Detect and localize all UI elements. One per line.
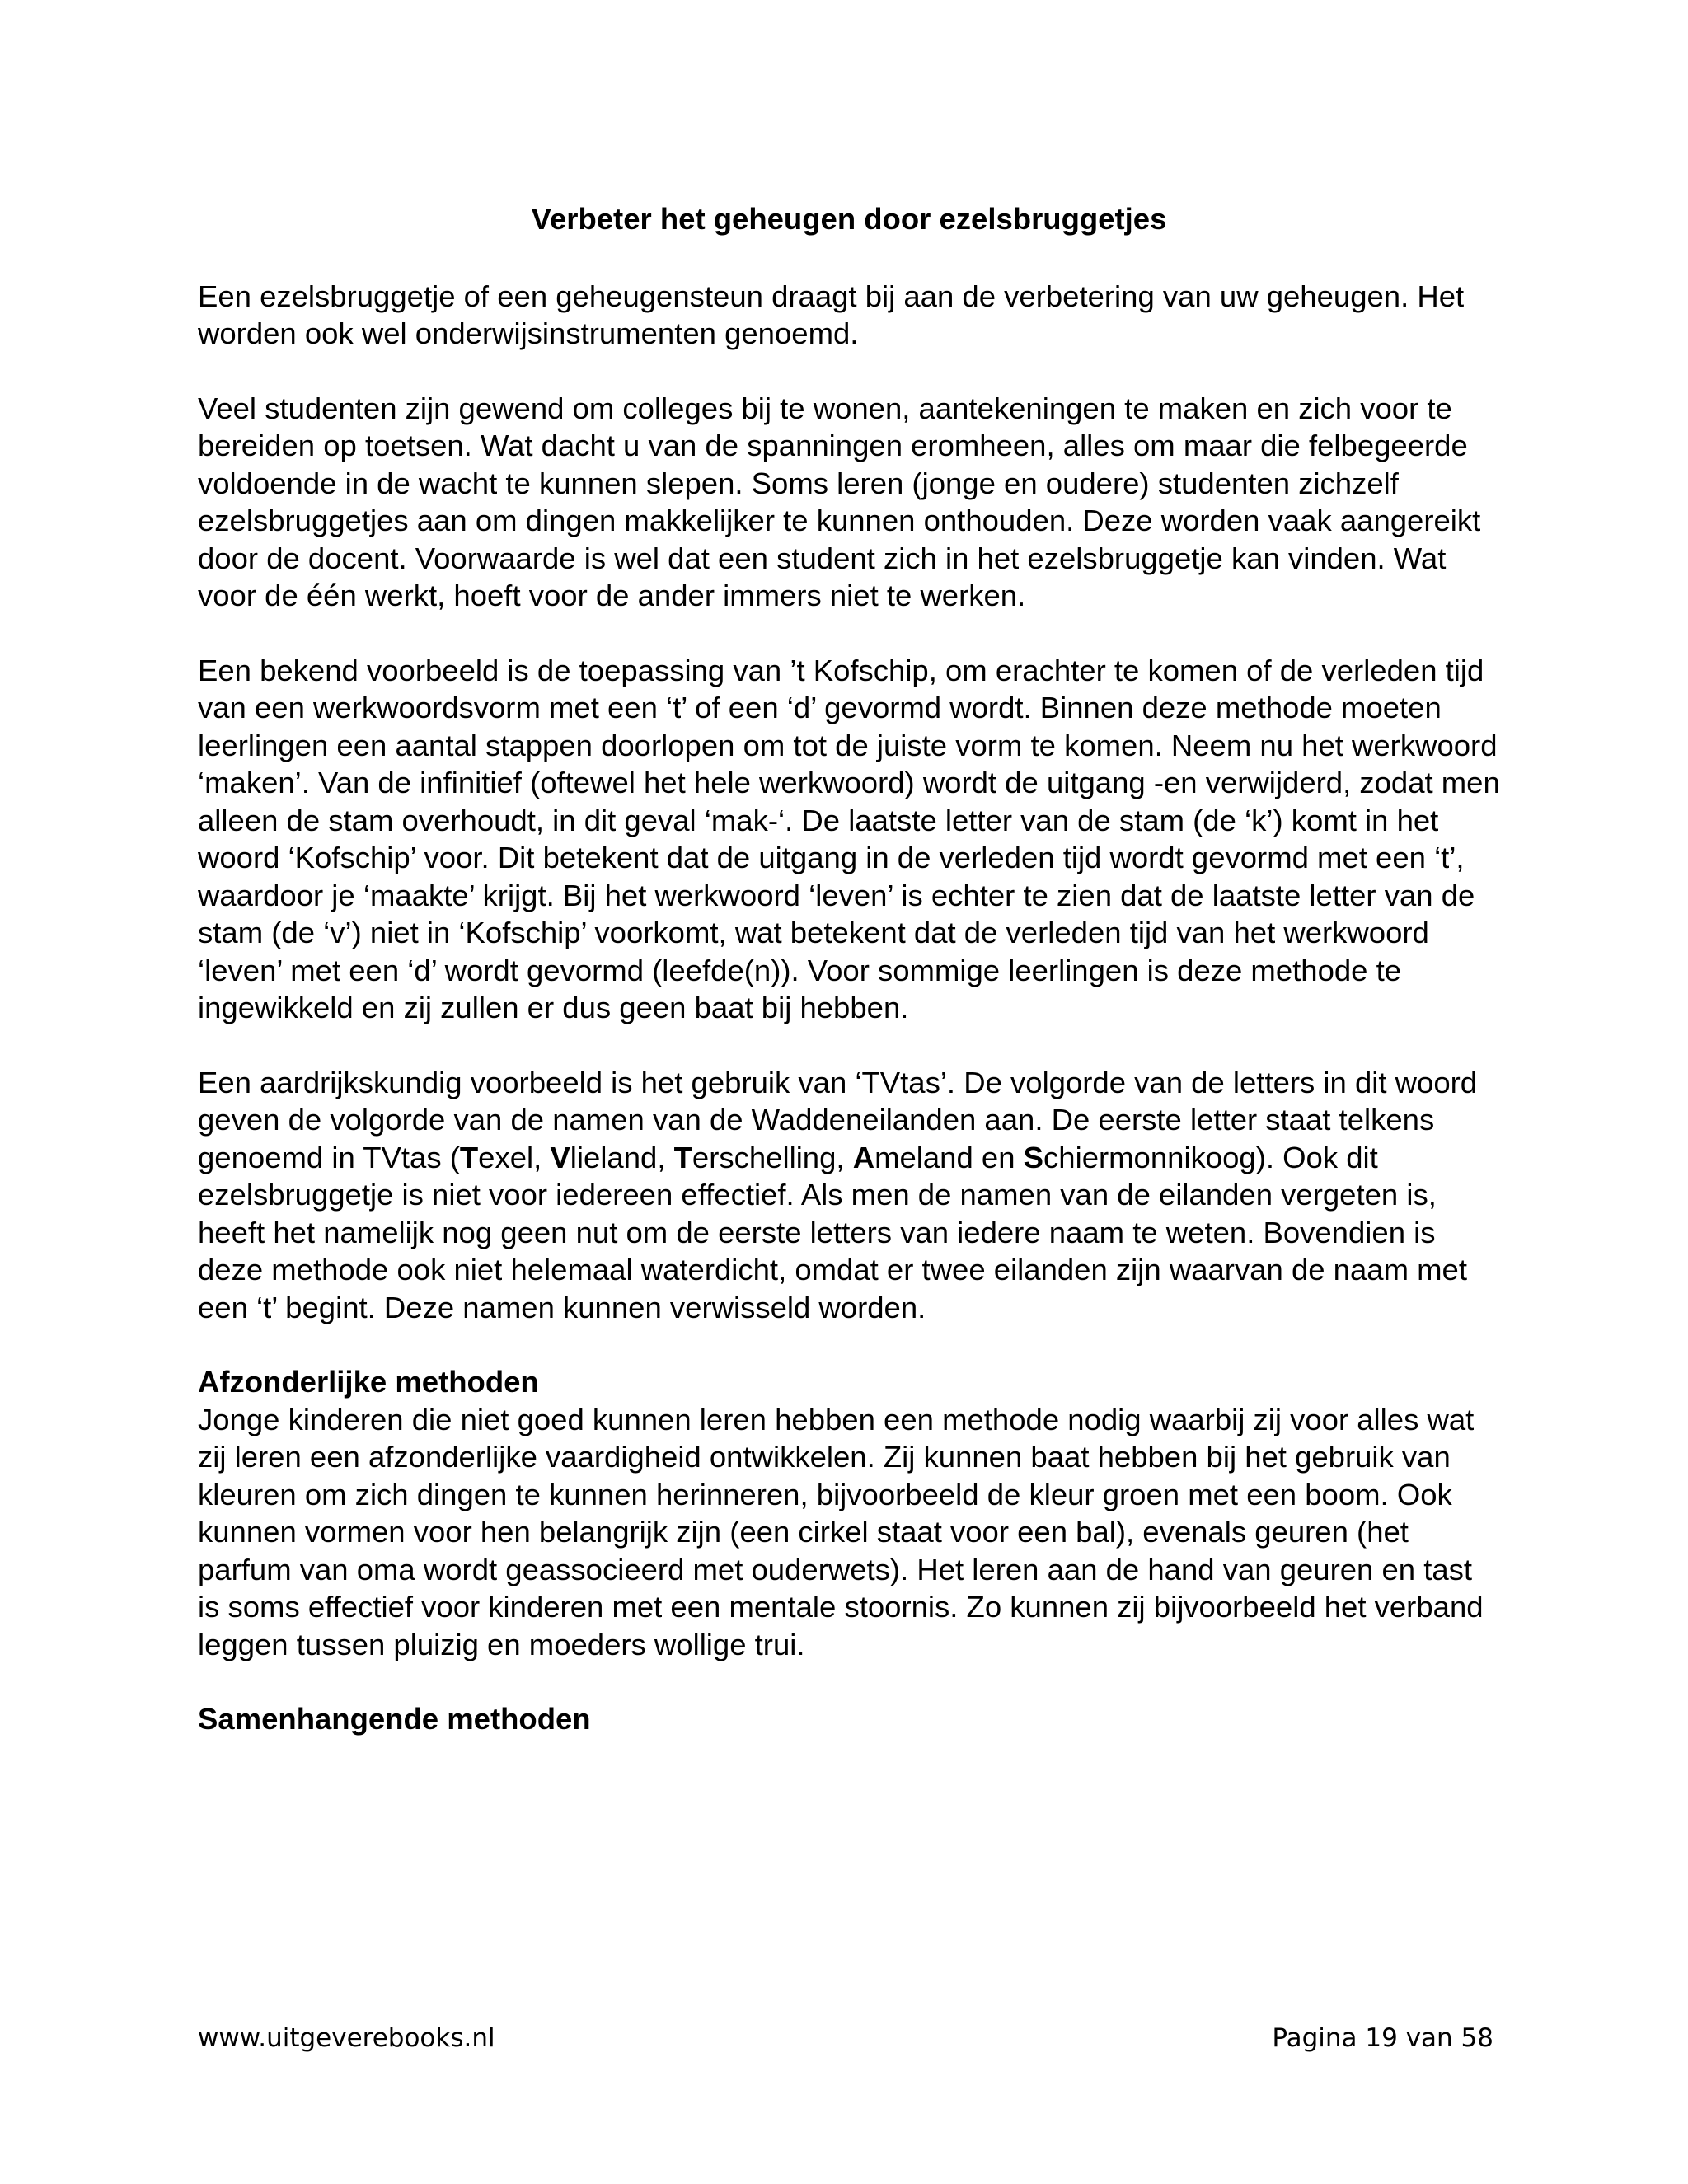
page-title: Verbeter het geheugen door ezelsbruggetjes <box>531 202 1167 236</box>
page-content <box>198 188 1500 1738</box>
island-rest: exel <box>478 1140 534 1174</box>
tvtas-text-before: Een aardrijkskundig voorbeeld is het gebruik van ‘TVtas’. De volgorde van de letters in dit woord geven de volgorde van de namen van de Waddeneilanden aan. De eerste letter staat telkens genoemd in TVtas ( <box>198 1065 1478 1174</box>
separator: , <box>836 1140 853 1174</box>
paragraph-students: Veel studenten zijn gewend om colleges bij te wonen, aantekeningen te maken en zich voor te bereiden op toetsen. Wat dacht u van de spanningen eromheen, alles om maar die felbegeerde voldoende in de wacht te kunnen slepen. Soms leren (jonge en oudere) studenten zichzelf ezelsbruggetjes aan om dingen makkelijker te kunnen onthouden. Deze worden vaak aangereikt door de docent. Voorwaarde is wel dat een student zich in het ezelsbruggetje kan vinden. Wat voor de één werkt, hoeft voor de ander immers niet te werken. <box>198 391 1481 612</box>
island-initial: S <box>1023 1140 1044 1174</box>
paragraph-tvtas <box>198 1064 1500 1327</box>
paragraph-afzonderlijke: Jonge kinderen die niet goed kunnen leren hebben een methode nodig waarbij zij voor alles wat zij leren een afzonderlijke vaardigheid ontwikkelen. Zij kunnen baat hebben bij het gebruik van kleuren om zich dingen te kunnen herinneren, bijvoorbeeld de kleur groen met een boom. Ook kunnen vormen voor hen belangrijk zijn (een cirkel staat voor een bal), evenals geuren (het parfum van oma wordt geassocieerd met ouderwets). Het leren aan de hand van geuren en tast is soms effectief voor kinderen met een mentale stoornis. Zo kunnen zij bijvoorbeeld het verband leggen tussen pluizig en moeders wollige trui. <box>198 1402 1484 1661</box>
page-footer <box>198 2023 1493 2053</box>
island-rest: lieland <box>570 1140 658 1174</box>
tvtas-text-after: ). Ook dit ezelsbruggetje is niet voor iedereen effectief. Als men de namen van de eilanden vergeten is, heeft het namelijk nog geen nut om de eerste letters van iedere naam te weten. Bovendien is deze methode ook niet helemaal waterdicht, omdat er twee eilanden zijn waarvan de naam met een ‘t’ begint. Deze namen kunnen verwisseld worden. <box>198 1140 1467 1324</box>
paragraph-intro: Een ezelsbruggetje of een geheugensteun draagt bij aan de verbetering van uw geheugen. Het worden ook wel onderwijsinstrumenten genoemd. <box>198 279 1465 350</box>
separator: , <box>657 1140 674 1174</box>
section-heading-afzonderlijke: Afzonderlijke methoden <box>198 1365 539 1399</box>
island-initial: T <box>673 1140 692 1174</box>
island-initial: T <box>459 1140 479 1174</box>
separator: en <box>973 1140 1024 1174</box>
island-rest: erschelling <box>692 1140 837 1174</box>
separator: , <box>533 1140 551 1174</box>
island-rest: meland <box>874 1140 973 1174</box>
footer-page-number: Pagina 19 van 58 <box>1272 2023 1493 2053</box>
footer-website: www.uitgeverebooks.nl <box>198 2023 495 2053</box>
island-initial: A <box>852 1140 875 1174</box>
paragraph-kofschip: Een bekend voorbeeld is de toepassing van ’t Kofschip, om erachter te komen of de verleden tijd van een werkwoordsvorm met een ‘t’ of een ‘d’ gevormd wordt. Binnen deze methode moeten leerlingen een aantal stappen doorlopen om tot de juiste vorm te komen. Neem nu het werkwoord ‘maken’. Van de infinitief (oftewel het hele werkwoord) wordt de uitgang -en verwijderd, zodat men alleen de stam overhoudt, in dit geval ‘mak-‘. De laatste letter van de stam (de ‘k’) komt in het woord ‘Kofschip’ voor. Dit betekent dat de uitgang in de verleden tijd wordt gevormd met een ‘t’, waardoor je ‘maakte’ krijgt. Bij het werkwoord ‘leven’ is echter te zien dat de laatste letter van de stam (de ‘v’) niet in ‘Kofschip’ voorkomt, wat betekent dat de verleden tijd van het werkwoord ‘leven’ met een ‘d’ wordt gevormd (leefde(n)). Voor sommige leerlingen is deze methode te ingewikkeld en zij zullen er dus geen baat bij hebben. <box>198 653 1500 1024</box>
section-heading-samenhangende: Samenhangende methoden <box>198 1702 591 1736</box>
island-initial: V <box>550 1140 570 1174</box>
island-rest: chiermonnikoog <box>1043 1140 1256 1174</box>
